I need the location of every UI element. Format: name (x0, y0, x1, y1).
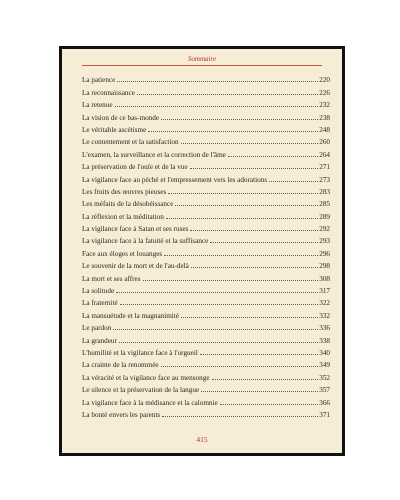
toc-entry-title: La grandeur (82, 336, 117, 345)
toc-entry (82, 233, 330, 245)
toc-entry (82, 307, 330, 319)
toc-entry-title: Les méfaits de la désobéissance (82, 200, 174, 209)
dot-leader (166, 218, 318, 219)
toc-entry (82, 407, 330, 419)
toc-entry-title: La mort et ses affres (82, 274, 141, 283)
toc-entry-title: Face aux éloges et louanges (82, 249, 163, 258)
toc-entry-page: 220 (319, 76, 330, 85)
toc-entry (82, 134, 330, 146)
toc-entry-title: La mansuétude et la magnanimité (82, 311, 179, 320)
book-page (59, 46, 345, 456)
toc-entry-title: L'humilité et la vigilance face à l'orgueil (82, 348, 198, 357)
toc-entry (82, 72, 330, 84)
toc-entry (82, 84, 330, 96)
toc-entry-page: 357 (319, 386, 330, 395)
dot-leader (116, 292, 318, 293)
dot-leader (210, 242, 318, 243)
toc-entry (82, 146, 330, 158)
toc-entry-page: 336 (319, 324, 330, 333)
header-rule (82, 65, 322, 66)
toc-entry (82, 196, 330, 208)
toc-entry-page: 285 (319, 200, 330, 209)
dot-leader (175, 205, 318, 206)
dot-leader (201, 391, 318, 392)
toc-entry (82, 283, 330, 295)
toc-entry-page: 264 (319, 150, 330, 159)
toc-entry-page: 349 (319, 361, 330, 370)
toc-entry-title: Le pardon (82, 324, 112, 333)
toc-entry-title: Les fruits des œuvres pieuses (82, 187, 167, 196)
dot-leader (269, 181, 318, 182)
toc-entry-title: L'examen, la surveillance et la correction de l'âme (82, 150, 226, 159)
toc-entry (82, 295, 330, 307)
toc-entry (82, 357, 330, 369)
toc-entry-title: La reconnaissance (82, 88, 135, 97)
toc-entry-title: La patience (82, 76, 116, 85)
toc-entry-page: 338 (319, 336, 330, 345)
toc-entry-title: La vigilance face au péché et l'empressement vers les adorations (82, 175, 268, 184)
toc-entry-page: 308 (319, 274, 330, 283)
dot-leader (190, 230, 318, 231)
toc-entry-page: 340 (319, 348, 330, 357)
toc-entry (82, 221, 330, 233)
toc-entry (82, 97, 330, 109)
dot-leader (162, 416, 318, 417)
toc-entry (82, 332, 330, 344)
dot-leader (161, 366, 319, 367)
toc-entry-page: 298 (319, 262, 330, 271)
dot-leader (181, 143, 319, 144)
toc-entry (82, 171, 330, 183)
toc-entry-title: La vigilance face à la fatuité et la suffisance (82, 237, 209, 246)
dot-leader (120, 304, 319, 305)
toc-entry-page: 289 (319, 212, 330, 221)
toc-entry-title: La vigilance face à Satan et ses ruses (82, 225, 189, 234)
dot-leader (148, 131, 318, 132)
toc-entry-page: 322 (319, 299, 330, 308)
toc-entry-page: 293 (319, 237, 330, 246)
toc-entry (82, 382, 330, 394)
toc-entry (82, 394, 330, 406)
toc-entry-title: La bonté envers les parents (82, 410, 161, 419)
toc-entry-page: 248 (319, 125, 330, 134)
toc-entry-page: 238 (319, 113, 330, 122)
dot-leader (168, 193, 318, 194)
toc-entry (82, 245, 330, 257)
toc-entry-title: Le silence et la préservation de la langue (82, 386, 200, 395)
dot-leader (220, 404, 319, 405)
toc-entry (82, 159, 330, 171)
dot-leader (228, 156, 318, 157)
toc-entry (82, 184, 330, 196)
toc-entry-title: La retenue (82, 101, 113, 110)
table-of-contents (82, 72, 330, 419)
toc-entry-title: La véracité et la vigilance face au mensonge (82, 373, 210, 382)
toc-entry-page: 283 (319, 187, 330, 196)
toc-entry-page: 232 (319, 101, 330, 110)
dot-leader (117, 81, 318, 82)
dot-leader (164, 255, 318, 256)
toc-entry-title: La crainte de la renommée (82, 361, 159, 370)
toc-entry (82, 109, 330, 121)
toc-entry (82, 122, 330, 134)
toc-entry-page: 332 (319, 311, 330, 320)
dot-leader (181, 317, 318, 318)
toc-entry-title: La vision de ce bas-monde (82, 113, 160, 122)
toc-entry-title: Le véritable ascétisme (82, 125, 147, 134)
dot-leader (113, 329, 318, 330)
dot-leader (161, 119, 318, 120)
toc-entry (82, 369, 330, 381)
dot-leader (190, 168, 319, 169)
toc-entry-title: Le contentement et la satisfaction (82, 138, 179, 147)
toc-entry-title: Le souvenir de la mort et de l'au-delà (82, 262, 189, 271)
toc-entry-title: La fraternité (82, 299, 118, 308)
toc-entry-page: 273 (319, 175, 330, 184)
toc-entry-title: La solitude (82, 287, 115, 296)
toc-entry-page: 296 (319, 249, 330, 258)
toc-entry-page: 292 (319, 225, 330, 234)
toc-entry-page: 371 (319, 410, 330, 419)
toc-entry (82, 258, 330, 270)
toc-entry (82, 208, 330, 220)
toc-entry-page: 317 (319, 287, 330, 296)
dot-leader (119, 342, 318, 343)
dot-leader (143, 280, 319, 281)
toc-entry (82, 320, 330, 332)
dot-leader (137, 94, 318, 95)
toc-entry-page: 226 (319, 88, 330, 97)
toc-entry-page: 352 (319, 373, 330, 382)
toc-entry-page: 260 (319, 138, 330, 147)
toc-entry-title: La réflexion et la méditation (82, 212, 164, 221)
toc-entry-title: La préservation de l'ouïe et de la vue (82, 163, 188, 172)
toc-entry-title: La vigilance face à la médisance et la calomnie (82, 398, 218, 407)
dot-leader (191, 267, 318, 268)
dot-leader (115, 106, 319, 107)
dot-leader (200, 354, 318, 355)
dot-leader (212, 379, 319, 380)
page-number: 415 (196, 435, 208, 444)
toc-entry (82, 270, 330, 282)
toc-entry (82, 345, 330, 357)
page-header: Sommaire (187, 55, 217, 63)
toc-entry-page: 271 (319, 163, 330, 172)
toc-entry-page: 366 (319, 398, 330, 407)
